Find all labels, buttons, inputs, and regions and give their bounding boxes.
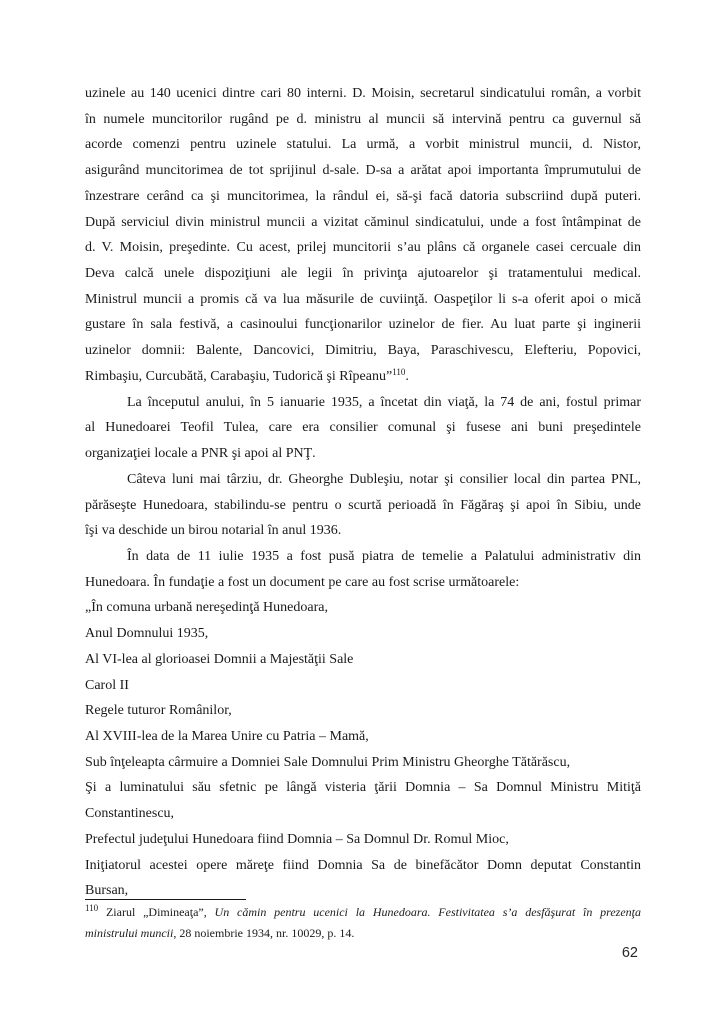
text-segment: Regele tuturor Românilor, xyxy=(85,703,232,719)
text-segment: Deva calcă unele dispoziţiuni ale legii în privinţa ajutoarelor şi tratamentului medical. xyxy=(85,266,641,282)
text-segment: uzinelor domnii: Balente, Dancovici, Dimitriu, Baya, Paraschivescu, Elefteriu, Popovici, xyxy=(85,343,641,359)
text-line xyxy=(85,390,641,416)
text-line xyxy=(85,158,641,184)
text-line xyxy=(85,544,641,570)
text-segment: acorde comenzi pentru uzinele statului. La urmă, a vorbit ministrul muncii, d. Nistor, xyxy=(85,137,641,153)
text-segment: „În comuna urbană nereşedinţă Hunedoara, xyxy=(85,600,328,616)
text-segment: Al VI-lea al glorioasei Domnii a Majestăţii Sale xyxy=(85,651,354,667)
text-line xyxy=(85,595,641,621)
text-segment: d. V. Moisin, preşedinte. Cu acest, prilej muncitorii s’au plâns că organele casei cercuale din xyxy=(85,240,641,256)
text-line xyxy=(85,235,641,261)
text-segment: al Hunedoarei Teofil Tulea, care era consilier comunal şi fusese ani buni preşedintele xyxy=(85,420,641,436)
text-line xyxy=(85,261,641,287)
text-line xyxy=(85,673,641,699)
text-segment: gustare în sala festivă, a casinoului funcţionarilor uzinelor de fier. Au luat parte şi inginerii xyxy=(85,317,641,333)
text-line xyxy=(85,902,641,923)
text-line xyxy=(85,312,641,338)
text-segment: Câteva luni mai târziu, dr. Gheorghe Dubleşiu, notar şi consilier local din partea PNL, xyxy=(127,471,641,487)
text-line xyxy=(85,210,641,236)
text-segment: . xyxy=(405,368,409,384)
page-number: 62 xyxy=(621,945,638,961)
text-segment: îşi va deschide un birou notarial în anul 1936. xyxy=(85,523,342,539)
text-segment: înzestrare cerând ca şi muncitorimea, la rândul ei, să-şi facă datoria subscriind după puteri. xyxy=(85,188,641,204)
text-segment: În data de 11 iulie 1935 a fost pusă piatra de temelie a Palatului administrativ din xyxy=(127,548,641,564)
text-segment: Ziarul „Dimineaţa”, xyxy=(98,905,215,919)
text-segment: , 28 noiembrie 1934, nr. 10029, p. 14. xyxy=(173,926,355,940)
text-segment: uzinele au 140 ucenici dintre cari 80 interni. D. Moisin, secretarul sindicatului român, a vorbit xyxy=(85,86,641,101)
text-segment: Constantinescu, xyxy=(85,806,175,822)
text-segment: După serviciul divin ministrul muncii a vizitat căminul sindicatului, unde a fost întâmpinat de xyxy=(85,214,641,230)
text-segment: organizaţiei locale a PNR şi apoi al PNŢ. xyxy=(85,446,316,462)
text-segment: Sub înţeleapta cârmuire a Domniei Sale Domnului Prim Ministru Gheorghe Tătărăscu, xyxy=(85,754,571,770)
italic-citation-title: ministrului muncii xyxy=(85,926,174,940)
text-segment: Ministrul muncii a promis că va lua măsurile de cuviinţă. Oaspeţilor li s-a oferit apoi o mică xyxy=(85,291,641,307)
superscript-footnote-ref: 110 xyxy=(85,903,99,913)
text-segment: Hunedoara. În fundaţie a fost un document pe care au fost scrise următoarele: xyxy=(85,574,520,590)
text-line xyxy=(85,621,641,647)
text-line xyxy=(85,750,641,776)
text-segment: Prefectul judeţului Hunedoara fiind Domnia – Sa Domnul Dr. Romul Mioc, xyxy=(85,831,509,847)
text-line xyxy=(85,923,641,944)
text-line xyxy=(85,287,641,313)
text-segment: în numele muncitorilor rugând pe d. ministru al muncii să intervină pentru ca guvernul să xyxy=(85,111,641,127)
text-line xyxy=(85,647,641,673)
text-segment: părăseşte Hunedoara, stabilindu-se pentru o scurtă perioadă în Făgăraş şi apoi în Sibiu, unde xyxy=(85,497,641,513)
footnote-separator xyxy=(85,899,246,900)
text-segment: La începutul anului, în 5 ianuarie 1935, a încetat din viaţă, la 74 de ani, fostul primar xyxy=(127,394,641,410)
text-line xyxy=(85,853,641,879)
text-line xyxy=(85,724,641,750)
text-segment: Carol II xyxy=(85,677,129,693)
text-line xyxy=(85,801,641,827)
text-segment: Iniţiatorul acestei opere măreţe fiind Domnia Sa de binefăcător Domn deputat Constantin xyxy=(85,857,641,873)
document-body xyxy=(85,81,641,904)
italic-citation-title: Un cămin pentru ucenici la Hunedoara. Festivitatea s’a desfăşurat în prezenţa xyxy=(214,905,641,919)
text-line xyxy=(85,698,641,724)
text-line xyxy=(85,338,641,364)
text-segment: Şi a luminatului său sfetnic pe lângă visteria ţării Domnia – Sa Domnul Ministru Mitiţă xyxy=(85,780,641,796)
text-line xyxy=(85,107,641,133)
text-line xyxy=(85,827,641,853)
text-segment: Bursan, xyxy=(85,883,129,899)
text-line xyxy=(85,132,641,158)
text-line xyxy=(85,570,641,596)
text-line xyxy=(85,184,641,210)
text-line xyxy=(85,415,641,441)
text-line xyxy=(85,441,641,467)
text-line xyxy=(85,467,641,493)
text-segment: Al XVIII-lea de la Marea Unire cu Patria – Mamă, xyxy=(85,728,369,744)
text-line xyxy=(85,364,641,390)
text-segment: Rimbaşiu, Curcubătă, Carabaşiu, Tudorică şi Rîpeanu” xyxy=(85,368,393,384)
text-line xyxy=(85,775,641,801)
text-line xyxy=(85,493,641,519)
text-line xyxy=(85,878,641,904)
text-line xyxy=(85,518,641,544)
footnote xyxy=(85,902,641,944)
superscript-footnote-ref: 110 xyxy=(392,366,406,377)
text-segment: asigurând muncitorimea de tot sprijinul d-sale. D-sa a arătat apoi importanta împrumutului de xyxy=(85,163,641,179)
text-line xyxy=(85,81,641,107)
text-segment: Anul Domnului 1935, xyxy=(85,626,209,642)
